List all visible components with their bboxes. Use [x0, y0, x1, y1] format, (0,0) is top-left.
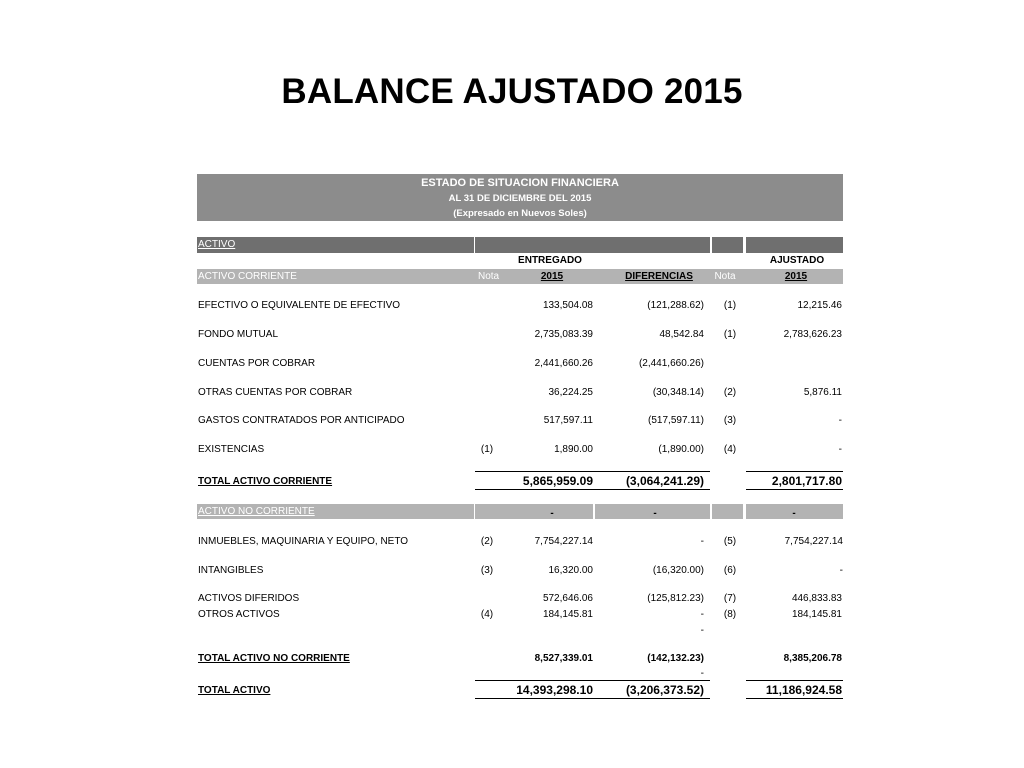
row-label: EXISTENCIAS	[198, 444, 265, 455]
no-corriente-entregado: -	[550, 508, 554, 519]
total-rule	[475, 489, 710, 490]
year-entregado-header: 2015	[540, 271, 564, 282]
ajustado-value: 7,754,227.14	[784, 536, 843, 547]
total-corriente-diferencias: (3,064,241.29)	[625, 474, 704, 488]
diferencias-value: (16,320.00)	[652, 565, 704, 576]
grand-total-rule	[746, 680, 843, 681]
entregado-value: 184,145.81	[542, 609, 593, 620]
entregado-value: 1,890.00	[554, 444, 593, 455]
ajustado-heading: AJUSTADO	[769, 255, 825, 266]
diferencias-value: -	[700, 609, 704, 620]
diferencias-header: DIFERENCIAS	[625, 271, 693, 282]
total-rule	[746, 489, 843, 490]
ajustado-value: 5,876.11	[803, 387, 842, 398]
nota-value: (4)	[480, 609, 494, 620]
page-title: BALANCE AJUSTADO 2015	[281, 72, 743, 111]
ajustado-value: -	[838, 415, 842, 426]
nota-value: (3)	[480, 565, 494, 576]
total-activo-label: TOTAL ACTIVO	[198, 685, 271, 696]
activo-no-corriente-label: ACTIVO NO CORRIENTE	[198, 506, 315, 517]
nota-value: (2)	[480, 536, 494, 547]
nota2-value: (1)	[723, 300, 737, 311]
section-activo: ACTIVO	[198, 239, 236, 250]
entregado-value: 133,504.08	[542, 300, 593, 311]
balance-sheet-table	[197, 174, 843, 704]
nota2-value: (7)	[723, 593, 737, 604]
nota2-value: (3)	[723, 415, 737, 426]
entregado-value: 2,441,660.26	[534, 358, 593, 369]
total-corriente-label: TOTAL ACTIVO CORRIENTE	[198, 476, 333, 487]
nota2-value: (1)	[723, 329, 737, 340]
ajustado-value: 12,215.46	[797, 300, 842, 311]
ajustado-value: -	[839, 565, 843, 576]
ajustado-value: 2,783,626.23	[783, 329, 842, 340]
extra-dash: -	[700, 668, 704, 679]
nota2-value: (4)	[723, 444, 737, 455]
row-label: INMUEBLES, MAQUINARIA Y EQUIPO, NETO	[198, 536, 409, 547]
report-title: ESTADO DE SITUACION FINANCIERA	[197, 174, 843, 191]
diferencias-value: (30,348.14)	[652, 387, 704, 398]
total-activo-entregado: 14,393,298.10	[516, 683, 593, 697]
entregado-value: 7,754,227.14	[534, 536, 593, 547]
row-label: INTANGIBLES	[198, 565, 264, 576]
ajustado-value: 184,145.81	[791, 609, 842, 620]
row-label: GASTOS CONTRATADOS POR ANTICIPADO	[198, 415, 405, 426]
entregado-value: 36,224.25	[548, 387, 593, 398]
diferencias-value: (125,812.23)	[647, 593, 704, 604]
diferencias-value: (1,890.00)	[658, 444, 704, 455]
no-corriente-diferencias: -	[653, 508, 657, 519]
activo-corriente-label: ACTIVO CORRIENTE	[198, 271, 297, 282]
row-label: EFECTIVO O EQUIVALENTE DE EFECTIVO	[198, 300, 401, 311]
total-corriente-ajustado: 2,801,717.80	[771, 474, 842, 488]
entregado-heading: ENTREGADO	[518, 255, 582, 266]
nota2-header: Nota	[714, 271, 736, 282]
nota2-value: (8)	[723, 609, 737, 620]
no-corriente-ajustado: -	[792, 508, 796, 519]
total-activo-diferencias: (3,206,373.52)	[625, 683, 704, 697]
grand-total-rule	[475, 680, 710, 681]
activo-band	[197, 237, 843, 253]
diferencias-value: (517,597.11)	[648, 415, 704, 426]
report-date: AL 31 DE DICIEMBRE DEL 2015	[197, 191, 843, 206]
subtotal-rule	[746, 471, 843, 472]
nota-header: Nota	[478, 271, 500, 282]
ajustado-value: -	[838, 444, 842, 455]
total-no-corriente-label: TOTAL ACTIVO NO CORRIENTE	[198, 653, 350, 664]
year-ajustado-header: 2015	[784, 271, 808, 282]
subtotal-rule	[475, 471, 710, 472]
row-label: ACTIVOS DIFERIDOS	[198, 593, 300, 604]
nota-value: (1)	[480, 444, 494, 455]
report-currency: (Expresado en Nuevos Soles)	[197, 206, 843, 221]
diferencias-value: 48,542.84	[659, 329, 704, 340]
nota2-value: (2)	[723, 387, 737, 398]
diferencias-value: (121,288.62)	[647, 300, 704, 311]
entregado-value: 2,735,083.39	[534, 329, 593, 340]
extra-dash: -	[700, 625, 704, 636]
nota2-value: (6)	[723, 565, 737, 576]
total-no-corriente-ajustado: 8,385,206.78	[783, 653, 842, 664]
entregado-value: 16,320.00	[548, 565, 593, 576]
diferencias-value: -	[700, 536, 704, 547]
diferencias-value: (2,441,660.26)	[638, 358, 704, 369]
entregado-value: 517,597.11	[543, 415, 593, 426]
row-label: OTROS ACTIVOS	[198, 609, 280, 620]
ajustado-value: 446,833.83	[791, 593, 842, 604]
entregado-value: 572,646.06	[542, 593, 593, 604]
row-label: FONDO MUTUAL	[198, 329, 278, 340]
grand-total-rule	[475, 698, 710, 699]
nota2-value: (5)	[723, 536, 737, 547]
total-no-corriente-entregado: 8,527,339.01	[534, 653, 593, 664]
row-label: OTRAS CUENTAS POR COBRAR	[198, 387, 353, 398]
total-corriente-entregado: 5,865,959.09	[522, 474, 593, 488]
total-activo-ajustado: 11,186,924.58	[765, 683, 842, 697]
grand-total-rule	[746, 698, 843, 699]
total-no-corriente-diferencias: (142,132.23)	[647, 653, 704, 664]
row-label: CUENTAS POR COBRAR	[198, 358, 316, 369]
